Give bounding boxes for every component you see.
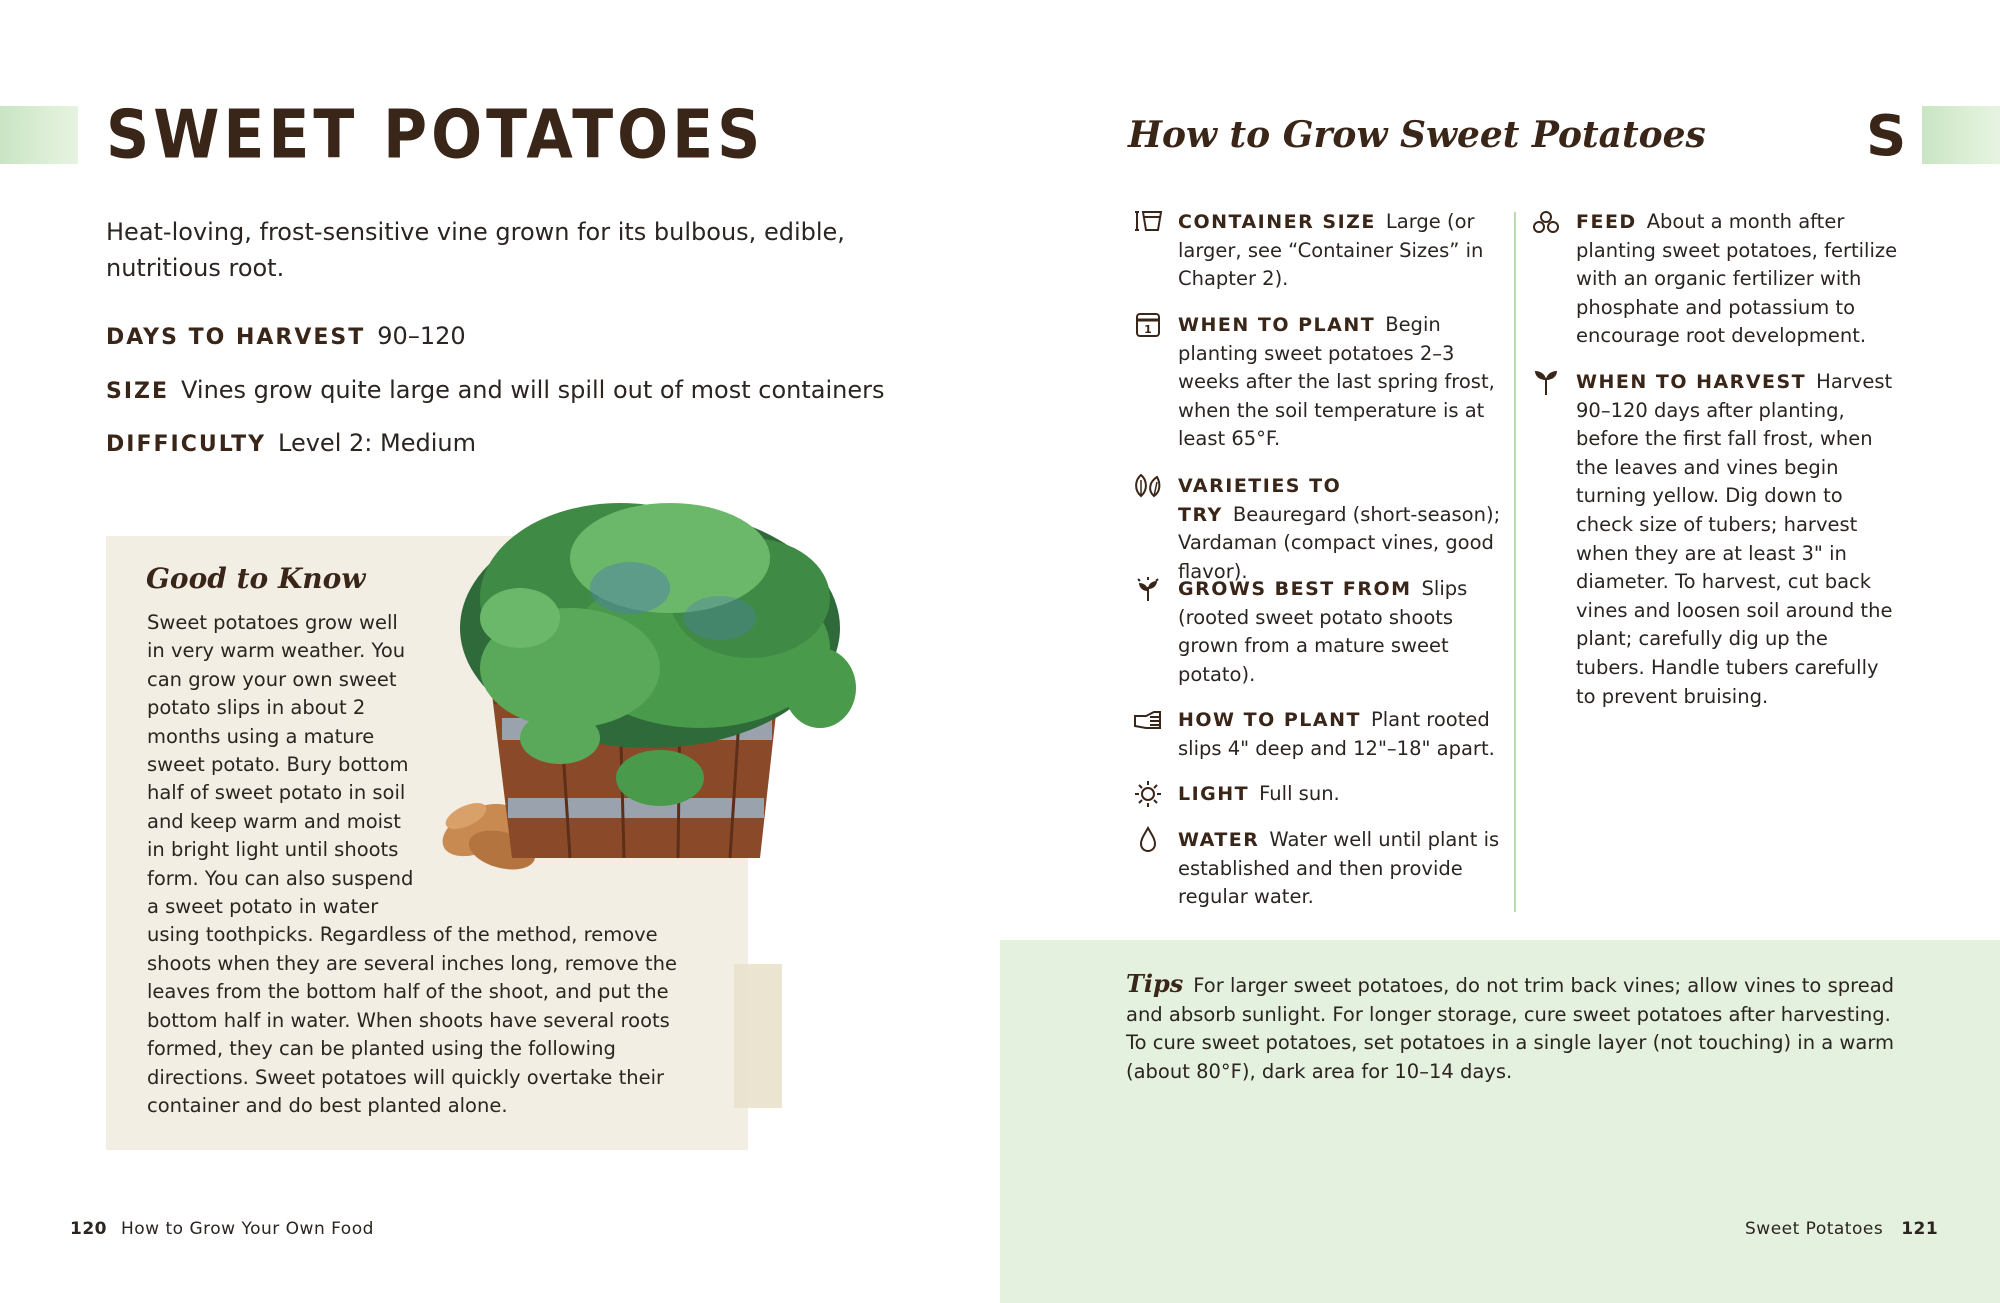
svg-text:1: 1 bbox=[1144, 323, 1152, 336]
entry-text: Full sun. bbox=[1259, 782, 1340, 805]
leaves-icon bbox=[1132, 472, 1164, 500]
stat-size bbox=[106, 376, 885, 404]
entry-when-to-plant bbox=[1132, 311, 1510, 454]
entry-label: WHEN TO HARVEST bbox=[1576, 371, 1807, 393]
entry-text: Large (or larger, see “Container Sizes” in Chapter 2). bbox=[1178, 210, 1484, 291]
sun-icon bbox=[1132, 780, 1164, 808]
book-title: How to Grow Your Own Food bbox=[121, 1219, 374, 1239]
entry-text: Slips (rooted sweet potato shoots grown from a mature sweet potato). bbox=[1178, 577, 1468, 686]
column-divider bbox=[1514, 212, 1516, 912]
entry-label: WHEN TO PLANT bbox=[1178, 314, 1376, 336]
entry-label: LIGHT bbox=[1178, 783, 1250, 805]
entry-varieties-to-try bbox=[1132, 472, 1510, 586]
entry-label: WATER bbox=[1178, 829, 1260, 851]
tips-label: Tips bbox=[1126, 969, 1184, 998]
entry-label: HOW TO PLANT bbox=[1178, 709, 1361, 731]
container-icon bbox=[1132, 208, 1164, 236]
entry-label: CONTAINER SIZE bbox=[1178, 211, 1376, 233]
stat-difficulty bbox=[106, 429, 476, 457]
tips-paragraph bbox=[1126, 970, 1896, 1086]
feed-icon bbox=[1530, 208, 1562, 236]
entry-container-size bbox=[1132, 208, 1510, 294]
green-brush-strip-left bbox=[0, 106, 78, 164]
entry-text: Harvest 90–120 days after planting, before the first fall frost, when the leaves and vines begin turning yellow. Dig down to check size of tubers; harvest when they are at least 3" in diameter. To harvest, cut back vines and loosen soil around the plant; carefully dig up the tubers. Handle tubers carefully to prevent bruising. bbox=[1576, 370, 1893, 708]
tips-text: For larger sweet potatoes, do not trim back vines; allow vines to spread and absorb sunlight. For longer storage, cure sweet potatoes after harvesting. To cure sweet potatoes, set potatoes in a single layer (not touching) in a warm (about 80°F), dark area for 10–14 days. bbox=[1126, 974, 1895, 1083]
green-brush-strip-right bbox=[1922, 106, 2000, 164]
sweet-potato-plant-illustration bbox=[420, 478, 882, 898]
page-number: 120 bbox=[70, 1219, 107, 1239]
section-title: Sweet Potatoes bbox=[1745, 1219, 1884, 1239]
entry-text: Beauregard (short-season); Vardaman (compact vines, good flavor). bbox=[1178, 502, 1501, 583]
entry-how-to-plant bbox=[1132, 706, 1510, 763]
page-number: 121 bbox=[1901, 1219, 1939, 1239]
intro-text: Heat-loving, frost-sensitive vine grown for its bulbous, edible, nutritious root. bbox=[106, 218, 845, 282]
entry-text: Begin planting sweet potatoes 2–3 weeks after the last spring frost, when the soil temperature is at least 65°F. bbox=[1178, 313, 1495, 451]
harvest-icon bbox=[1530, 368, 1562, 396]
page-title: SWEET POTATOES bbox=[106, 96, 765, 175]
entry-label: GROWS BEST FROM bbox=[1178, 578, 1412, 600]
stat-days-to-harvest bbox=[106, 322, 466, 350]
entry-label: VARIETIES TO TRY bbox=[1178, 475, 1342, 526]
entry-label: FEED bbox=[1576, 211, 1637, 233]
stat-label: SIZE bbox=[106, 379, 170, 404]
how-to-grow-heading: How to Grow Sweet Potatoes bbox=[1128, 114, 1706, 156]
folio-left bbox=[70, 1219, 374, 1239]
entry-water bbox=[1132, 826, 1510, 912]
stat-value: Level 2: Medium bbox=[278, 429, 476, 457]
stat-value: 90–120 bbox=[377, 322, 466, 350]
stat-label: DIFFICULTY bbox=[106, 432, 267, 457]
water-drop-icon bbox=[1132, 826, 1164, 854]
entry-text: Water well until plant is established and then provide regular water. bbox=[1178, 828, 1500, 909]
good-to-know-heading: Good to Know bbox=[146, 562, 366, 595]
folio-right bbox=[1745, 1219, 1938, 1239]
entry-grows-best-from bbox=[1132, 575, 1510, 689]
entry-feed bbox=[1530, 208, 1900, 351]
section-letter: S bbox=[1866, 104, 1907, 169]
sprout-icon bbox=[1132, 575, 1164, 603]
calendar-icon bbox=[1132, 311, 1164, 339]
good-to-know-text: Sweet potatoes grow well in very warm weather. You can grow your own sweet potato slips in about 2 months using a mature sweet potato. Bury bottom half of sweet potato in soil and keep warm and moist in bright light until shoots form. You can also suspend a sweet potato in water using toothpicks. Regardless of the method, remove shoots when they are several inches long, remove the leaves from the bottom half of the shoot, and put the bottom half in water. When shoots have several roots formed, they can be planted using the following directions. Sweet potatoes will quickly overtake their container and do best planted alone. bbox=[147, 611, 677, 1117]
entry-text: Plant rooted slips 4" deep and 12"–18" apart. bbox=[1178, 708, 1495, 760]
entry-when-to-harvest bbox=[1530, 368, 1900, 711]
tape-decoration bbox=[734, 964, 782, 1108]
entry-light bbox=[1132, 780, 1510, 809]
hand-plant-icon bbox=[1132, 706, 1164, 734]
entry-text: About a month after planting sweet potatoes, fertilize with an organic fertilizer with phosphate and potassium to encourage root development. bbox=[1576, 210, 1898, 348]
stat-label: DAYS TO HARVEST bbox=[106, 325, 366, 350]
stat-value: Vines grow quite large and will spill out of most containers bbox=[181, 376, 885, 404]
